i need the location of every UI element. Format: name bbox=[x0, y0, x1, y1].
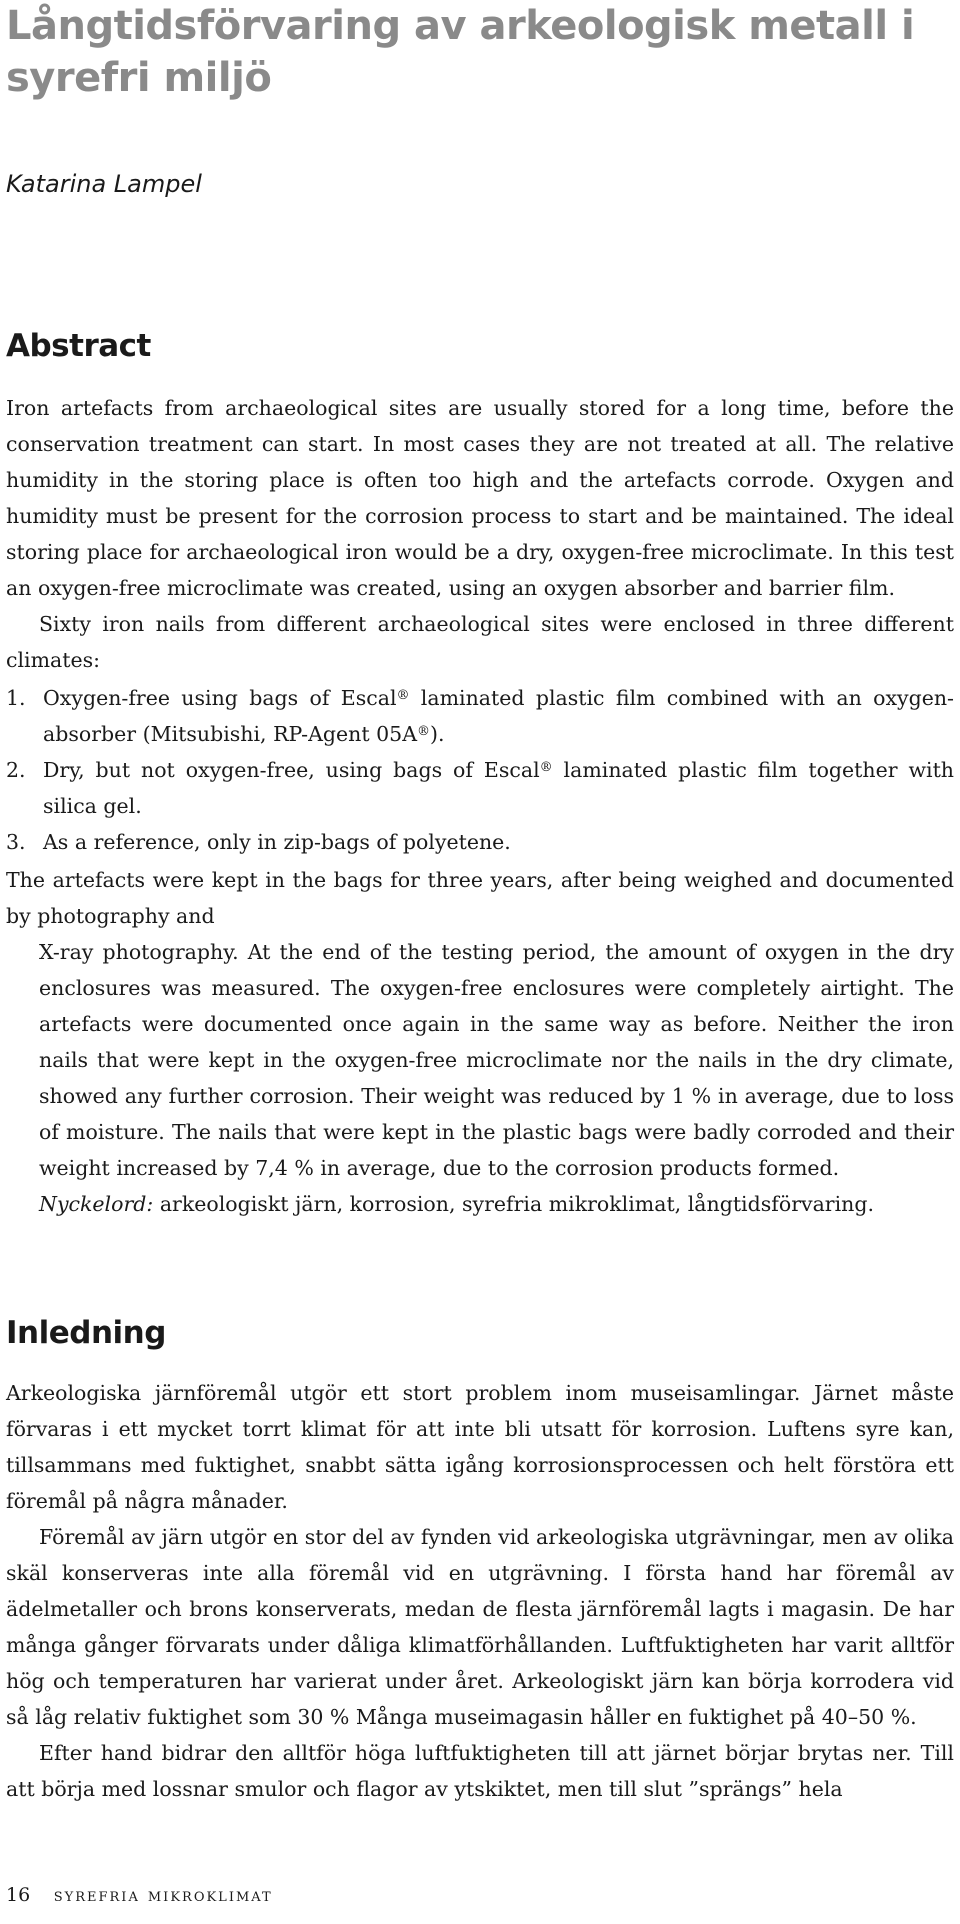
author-name: Katarina Lampel bbox=[6, 170, 202, 198]
list-text: ). bbox=[430, 722, 445, 746]
list-text: As a reference, only in zip-bags of polyetene. bbox=[43, 830, 511, 854]
list-text: laminated plastic film combined with an oxygen-absorber (Mitsubishi, RP-Agent 05A bbox=[43, 686, 954, 746]
intro-paragraph: Föremål av järn utgör en stor del av fynden vid arkeologiska utgrävningar, men av olika skäl konserveras inte alla föremål vid en utgrävning. I första hand har föremål av ädelmetaller och brons konserverats, medan de flesta järnföremål lagts i magasin. De har många gånger förvarats under dåliga klimatförhållanden. Luftfuktigheten har varit alltför hög och temperaturen har varierat under året. Arkeologiskt järn kan börja korrodera vid så låg relativ fuktighet som 30 % Många museimagasin håller en fuktighet på 40–50 %. bbox=[6, 1525, 954, 1729]
intro-paragraph: Efter hand bidrar den alltför höga luftfuktigheten till att järnet börjar brytas ner. Till att börja med lossnar smulor och flagor av ytskiktet, men till slut ”sprängs” hela bbox=[6, 1741, 954, 1801]
list-text: laminated plastic film together with silica gel. bbox=[43, 758, 955, 818]
abstract-heading: Abstract bbox=[6, 328, 151, 364]
intro-body bbox=[6, 1375, 954, 1807]
intro-heading: Inledning bbox=[6, 1315, 166, 1351]
list-text: Dry, but not oxygen-free, using bags of Escal bbox=[43, 758, 540, 782]
keywords-label: Nyckelord: bbox=[39, 1192, 154, 1216]
page-footer bbox=[6, 1884, 273, 1906]
abstract-body bbox=[6, 390, 954, 1222]
climate-list bbox=[6, 680, 954, 860]
abstract-paragraph: Iron artefacts from archaeological sites are usually stored for a long time, before the conservation treatment can start. In most cases they are not treated at all. The relative humidity in the storing place is often too high and the artefacts corrode. Oxygen and humidity must be present for the corrosion process to start and be maintained. The ideal storing place for archaeological iron would be a dry, oxygen-free microclimate. In this test an oxygen-free microclimate was created, using an oxygen absorber and barrier film. bbox=[6, 396, 954, 600]
page-number: 16 bbox=[6, 1884, 31, 1906]
abstract-paragraph: X-ray photography. At the end of the testing period, the amount of oxygen in the dry enclosures was measured. The oxygen-free enclosures were completely airtight. The artefacts were documented once again in the same way as before. Neither the iron nails that were kept in the oxygen-free microclimate nor the nails in the dry climate, showed any further corrosion. Their weight was reduced by 1 % in average, due to loss of moisture. The nails that were kept in the plastic bags were badly corroded and their weight increased by 7,4 % in average, due to the corrosion products formed. bbox=[39, 940, 954, 1180]
list-item bbox=[6, 680, 954, 752]
list-item bbox=[6, 824, 954, 860]
list-text: Oxygen-free using bags of Escal bbox=[43, 686, 397, 710]
registered-mark: ® bbox=[539, 760, 553, 775]
abstract-paragraph: The artefacts were kept in the bags for three years, after being weighed and documented by photography and bbox=[6, 868, 954, 928]
running-title: syrefria mikroklimat bbox=[53, 1884, 273, 1906]
paper-title: Långtidsförvaring av arkeologisk metall i syrefri miljö bbox=[6, 3, 915, 101]
list-number: 1. bbox=[6, 686, 26, 710]
abstract-paragraph: Sixty iron nails from different archaeological sites were enclosed in three different climates: bbox=[6, 612, 954, 672]
keywords-text: arkeologiskt järn, korrosion, syrefria mikroklimat, långtidsförvaring. bbox=[153, 1192, 874, 1216]
list-number: 3. bbox=[6, 830, 26, 854]
intro-paragraph: Arkeologiska järnföremål utgör ett stort problem inom museisamlingar. Järnet måste förvaras i ett mycket torrt klimat för att inte bli utsatt för korrosion. Luftens syre kan, tillsammans med fuktighet, snabbt sätta igång korrosionsprocessen och helt förstöra ett föremål på några månader. bbox=[6, 1381, 954, 1513]
list-item bbox=[6, 752, 954, 824]
registered-mark: ® bbox=[417, 724, 431, 739]
keywords-line bbox=[6, 1186, 954, 1222]
list-number: 2. bbox=[6, 758, 26, 782]
registered-mark: ® bbox=[396, 688, 410, 703]
